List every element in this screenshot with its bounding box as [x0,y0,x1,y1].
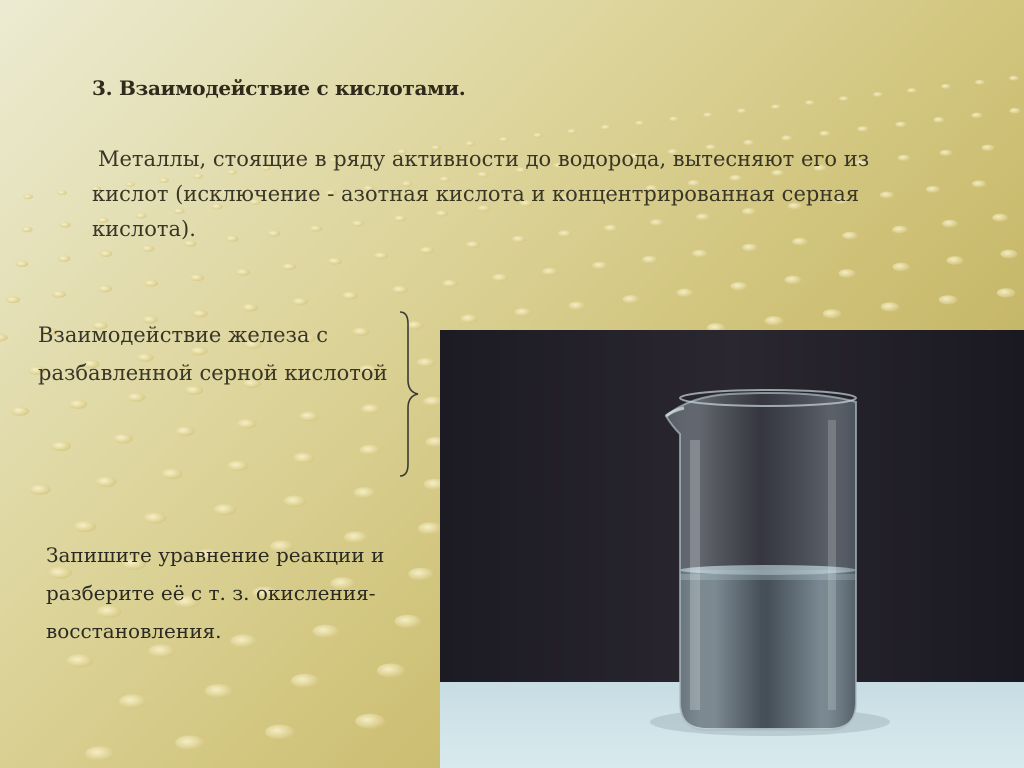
background-dot [98,285,112,292]
background-dot [355,714,385,729]
experiment-caption: Взаимодействие железа с разбавленной серной кислотой [38,323,388,385]
background-dot [85,746,115,761]
background-dot [771,104,781,109]
background-dot [23,194,33,199]
background-dot [51,441,71,451]
background-dot [933,117,944,123]
background-dot [635,121,645,126]
background-dot [542,268,558,276]
background-dot [52,291,66,298]
beaker-illustration [440,330,1024,768]
background-dot [819,131,830,137]
background-dot [16,261,29,267]
background-dot [939,295,957,304]
background-dot [113,434,133,444]
background-dot [926,186,940,193]
background-dot [6,296,20,303]
background-dot [236,269,250,276]
background-dot [284,496,307,507]
background-dot [354,487,377,498]
background-dot [703,113,713,118]
background-dot [359,445,380,456]
background-dot [299,411,319,421]
background-dot [941,84,951,89]
background-dot [873,92,883,97]
background-dot [947,256,964,265]
background-dot [442,280,458,288]
background-dot [805,100,815,105]
background-dot [942,220,958,228]
background-dot [144,512,167,523]
background-dot [895,122,906,128]
background-dot [781,135,792,141]
background-dot [737,109,747,114]
background-dot [342,292,358,300]
background-dot [839,96,849,101]
background-dot [265,725,295,740]
background-dot [361,404,381,414]
background-dot [29,484,50,495]
background-dot [175,735,205,750]
background-dot [214,504,237,515]
background-dot [765,316,783,325]
background-dot [515,308,532,317]
background-dot [898,155,911,161]
background-dot [57,190,67,195]
background-dot [461,314,478,323]
background-dot [1009,108,1020,114]
background-dot [374,252,388,259]
background-dot [21,227,32,233]
background-dot [127,393,145,402]
background-dot [293,453,314,464]
background-dot [892,226,908,234]
background-dot [144,280,158,287]
background-dot [58,256,71,262]
background-dot [95,476,116,487]
background-dot [0,334,8,342]
background-dot [857,126,868,132]
background-dot [175,426,195,436]
background-dot [161,469,182,480]
background-dot [190,274,204,281]
task-instruction: Запишите уравнение реакции и разберите её с т. з. окисления-восстановления. [46,543,385,643]
background-dot [692,250,708,258]
background-dot [677,289,694,298]
background-dot [328,258,342,265]
background-dot [881,302,899,311]
background-dot [642,256,658,264]
background-dot [100,251,113,257]
background-dot [418,522,442,534]
background-dot [992,214,1008,222]
background-dot [282,263,296,270]
background-dot [237,419,257,429]
background-dot [669,117,679,122]
background-dot [74,521,97,532]
background-dot [119,694,147,708]
background-dot [569,302,586,311]
background-dot [567,129,577,134]
background-dot [785,276,802,285]
background-dot [839,269,856,278]
right-curly-brace [396,310,426,478]
background-dot [205,684,233,698]
background-dot [292,298,308,306]
background-dot [420,247,434,254]
background-dot [11,407,29,416]
background-dot [1009,76,1019,81]
background-dot [975,80,985,85]
background-dot [392,286,408,294]
section-heading: 3. Взаимодействие с кислотами. [92,76,466,100]
background-dot [69,400,87,409]
background-dot [972,180,986,187]
background-dot [492,274,508,282]
background-dot [823,309,841,318]
background-dot [1001,250,1018,259]
background-dot [67,654,94,667]
background-dot [242,304,258,312]
background-dot [59,222,70,228]
background-dot [227,461,248,472]
background-dot [907,88,917,93]
background-dot [592,262,608,270]
intro-paragraph: Металлы, стоящие в ряду активности до водорода, вытесняют его из кислот (исключение - азотная кислота и концентрированная серная кислота). [92,147,870,241]
background-dot [291,674,319,688]
background-dot [997,288,1015,297]
background-dot [623,295,640,304]
background-dot [982,145,995,151]
background-dot [971,113,982,119]
beaker-photo [440,330,1024,768]
background-dot [731,282,748,291]
background-dot [601,125,611,130]
background-dot [377,664,405,678]
background-dot [533,133,543,138]
background-dot [940,150,953,156]
background-dot [893,263,910,272]
